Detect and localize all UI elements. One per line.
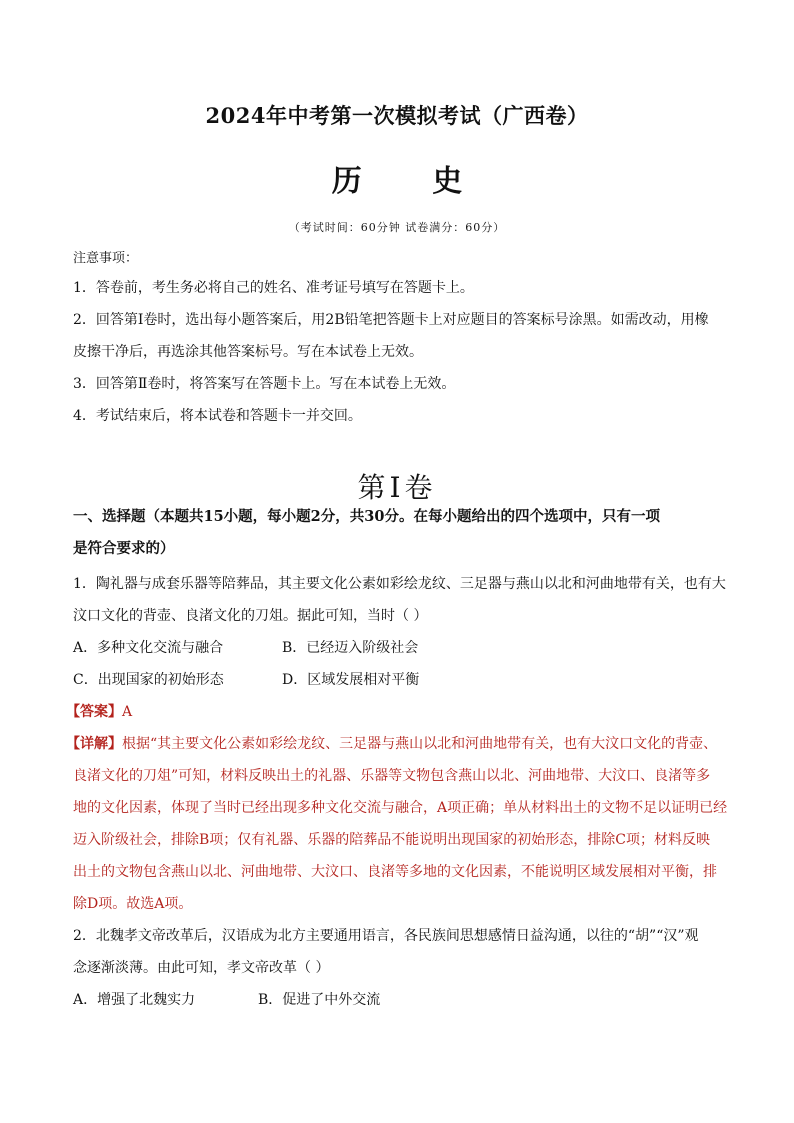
q1-option-d: D．区域发展相对平衡	[282, 672, 420, 688]
answer-value: A	[122, 704, 133, 720]
q1-stem: 1．陶礼器与成套乐器等陪葬品，其主要文化公素如彩绘龙纹、三足器与燕山以北和河曲地带有关，也有大	[73, 576, 726, 592]
exam-info: （考试时间：60分钟 试卷满分：60分）	[288, 221, 506, 234]
q2-stem: 2．北魏孝文帝改革后，汉语成为北方主要通用语言，各民族间思想感情日益沟通，以往的“胡”“汉”观	[73, 928, 699, 944]
section-title: 第Ⅰ卷	[357, 471, 437, 504]
answer-label: 【答案】	[66, 704, 122, 720]
detail-text: 出土的文物包含燕山以北、河曲地带、大汶口、良渚等多地的文化因素，不能说明区域发展相对平衡，排	[73, 864, 717, 880]
detail-text: 除D项。故选A项。	[73, 896, 193, 912]
q2-stem: 念逐渐淡薄。由此可知，孝文帝改革（ ）	[73, 960, 330, 976]
note-item: 1．答卷前，考生务必将自己的姓名、准考证号填写在答题卡上。	[73, 280, 474, 296]
detail-label: 【详解】	[66, 736, 122, 752]
note-item: 3．回答第Ⅱ卷时，将答案写在答题卡上。写在本试卷上无效。	[73, 376, 456, 392]
section-instruction: 是符合要求的）	[73, 540, 175, 557]
exam-title: 2024年中考第一次模拟考试（广西卷）	[205, 103, 589, 128]
subject-title: 历 史	[331, 164, 493, 199]
q1-option-b: B．已经迈入阶级社会	[282, 640, 419, 656]
notes-heading: 注意事项：	[73, 251, 139, 266]
q1-option-c: C．出现国家的初始形态	[73, 672, 224, 688]
detail-text: 地的文化因素，体现了当时已经出现多种文化交流与融合，A项正确；单从材料出土的文物不足以证明已经	[73, 800, 728, 816]
q2-option-b: B．促进了中外交流	[258, 992, 381, 1008]
q1-stem: 汶口文化的背壶、良渚文化的刀俎。据此可知，当时（ ）	[73, 608, 428, 624]
q2-option-a: A．增强了北魏实力	[73, 992, 196, 1008]
note-item: 4．考试结束后，将本试卷和答题卡一并交回。	[73, 408, 362, 424]
q1-option-a: A．多种文化交流与融合	[73, 640, 224, 656]
note-item: 皮擦干净后，再选涂其他答案标号。写在本试卷上无效。	[73, 344, 423, 360]
detail-text: 迈入阶级社会，排除B项；仅有礼器、乐器的陪葬品不能说明出现国家的初始形态，排除C项；材料反映	[73, 832, 710, 848]
section-instruction: 一、选择题（本题共15小题，每小题2分，共30分。在每小题给出的四个选项中，只有一项	[73, 508, 660, 525]
detail-text: 根据“其主要文化公素如彩绘龙纹、三足器与燕山以北和河曲地带有关，也有大汶口文化的背壶、	[122, 736, 718, 752]
detail-text: 良渚文化的刀俎”可知，材料反映出土的礼器、乐器等文物包含燕山以北、河曲地带、大汶口、良渚等多	[73, 768, 711, 784]
q1-detail	[66, 735, 717, 753]
q1-answer	[66, 703, 132, 721]
note-item: 2．回答第Ⅰ卷时，选出每小题答案后，用2B铅笔把答题卡上对应题目的答案标号涂黑。如需改动，用橡	[73, 312, 709, 328]
